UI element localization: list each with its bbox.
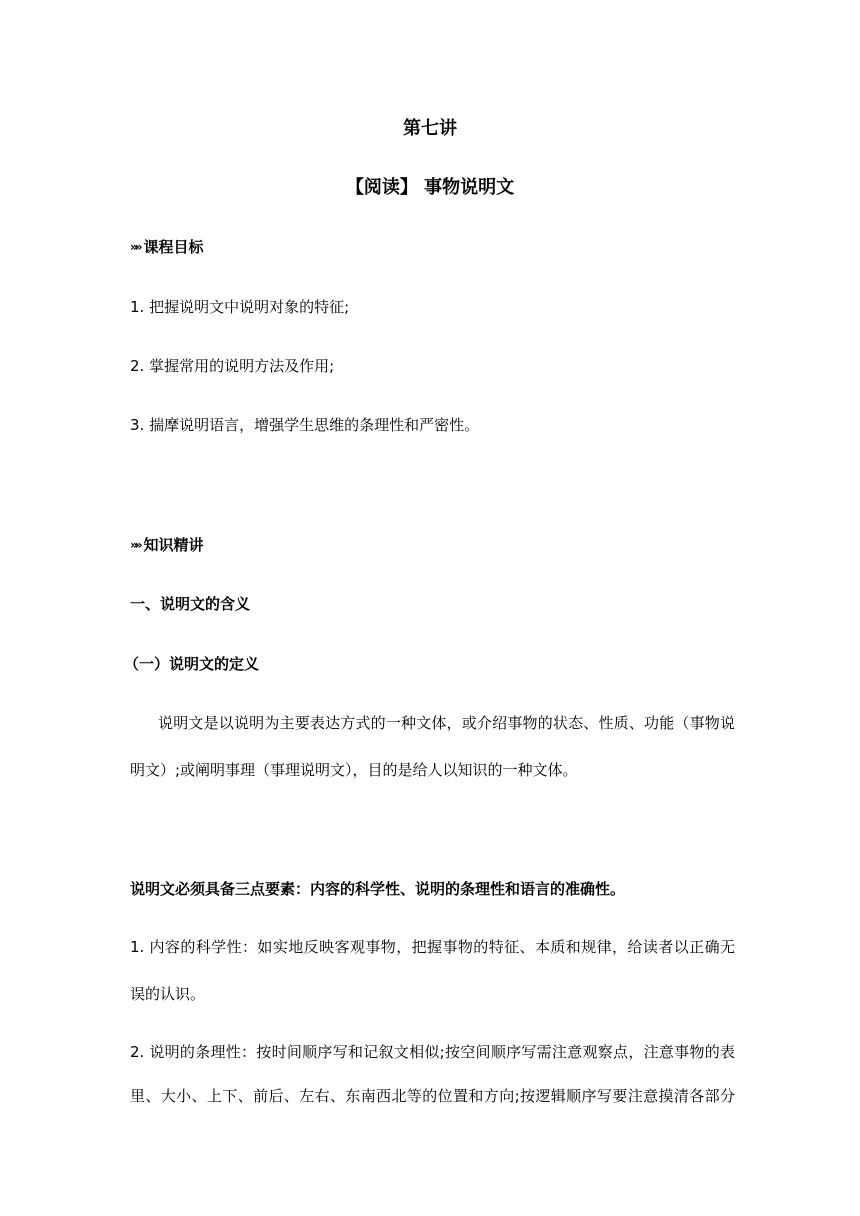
- point1-line: 1. 内容的科学性：如实地反映客观事物，把握事物的特征、本质和规律，给读者以正确无: [130, 938, 735, 956]
- point2-line: 2. 说明的条理性：按时间顺序写和记叙文相似;按空间顺序写需注意观察点，注意事物的表: [130, 1043, 735, 1061]
- double-arrow-icon: »»: [130, 538, 140, 552]
- part1-heading: 一、说明文的含义: [130, 595, 251, 613]
- course-goal-item: 2. 掌握常用的说明方法及作用;: [130, 357, 335, 375]
- double-arrow-icon: »»: [130, 240, 140, 254]
- lesson-title: 【阅读】 事物说明文: [345, 177, 515, 198]
- sub1-heading: （一）说明文的定义: [124, 655, 260, 673]
- definition-line: 明文）;或阐明事理（事理说明文），目的是给人以知识的一种文体。: [130, 761, 578, 779]
- course-goal-item: 1. 把握说明文中说明对象的特征;: [130, 298, 350, 316]
- course-goal-item: 3. 揣摩说明语言，增强学生思维的条理性和严密性。: [130, 416, 480, 434]
- point2-line: 里、大小、上下、前后、左右、东南西北等的位置和方向;按逻辑顺序写要注意摸清各部分: [130, 1087, 735, 1105]
- definition-line: 说明文是以说明为主要表达方式的一种文体，或介绍事物的状态、性质、功能（事物说: [158, 714, 735, 732]
- course-goals-heading-text: 课程目标: [143, 238, 204, 256]
- course-goals-heading: [130, 237, 735, 257]
- knowledge-heading-text: 知识精讲: [143, 536, 204, 554]
- lecture-title: 第七讲: [403, 118, 457, 139]
- point1-line: 误的认识。: [130, 985, 206, 1003]
- elements-heading: 说明文必须具备三点要素：内容的科学性、说明的条理性和语言的准确性。: [130, 880, 626, 898]
- knowledge-heading: [130, 535, 735, 555]
